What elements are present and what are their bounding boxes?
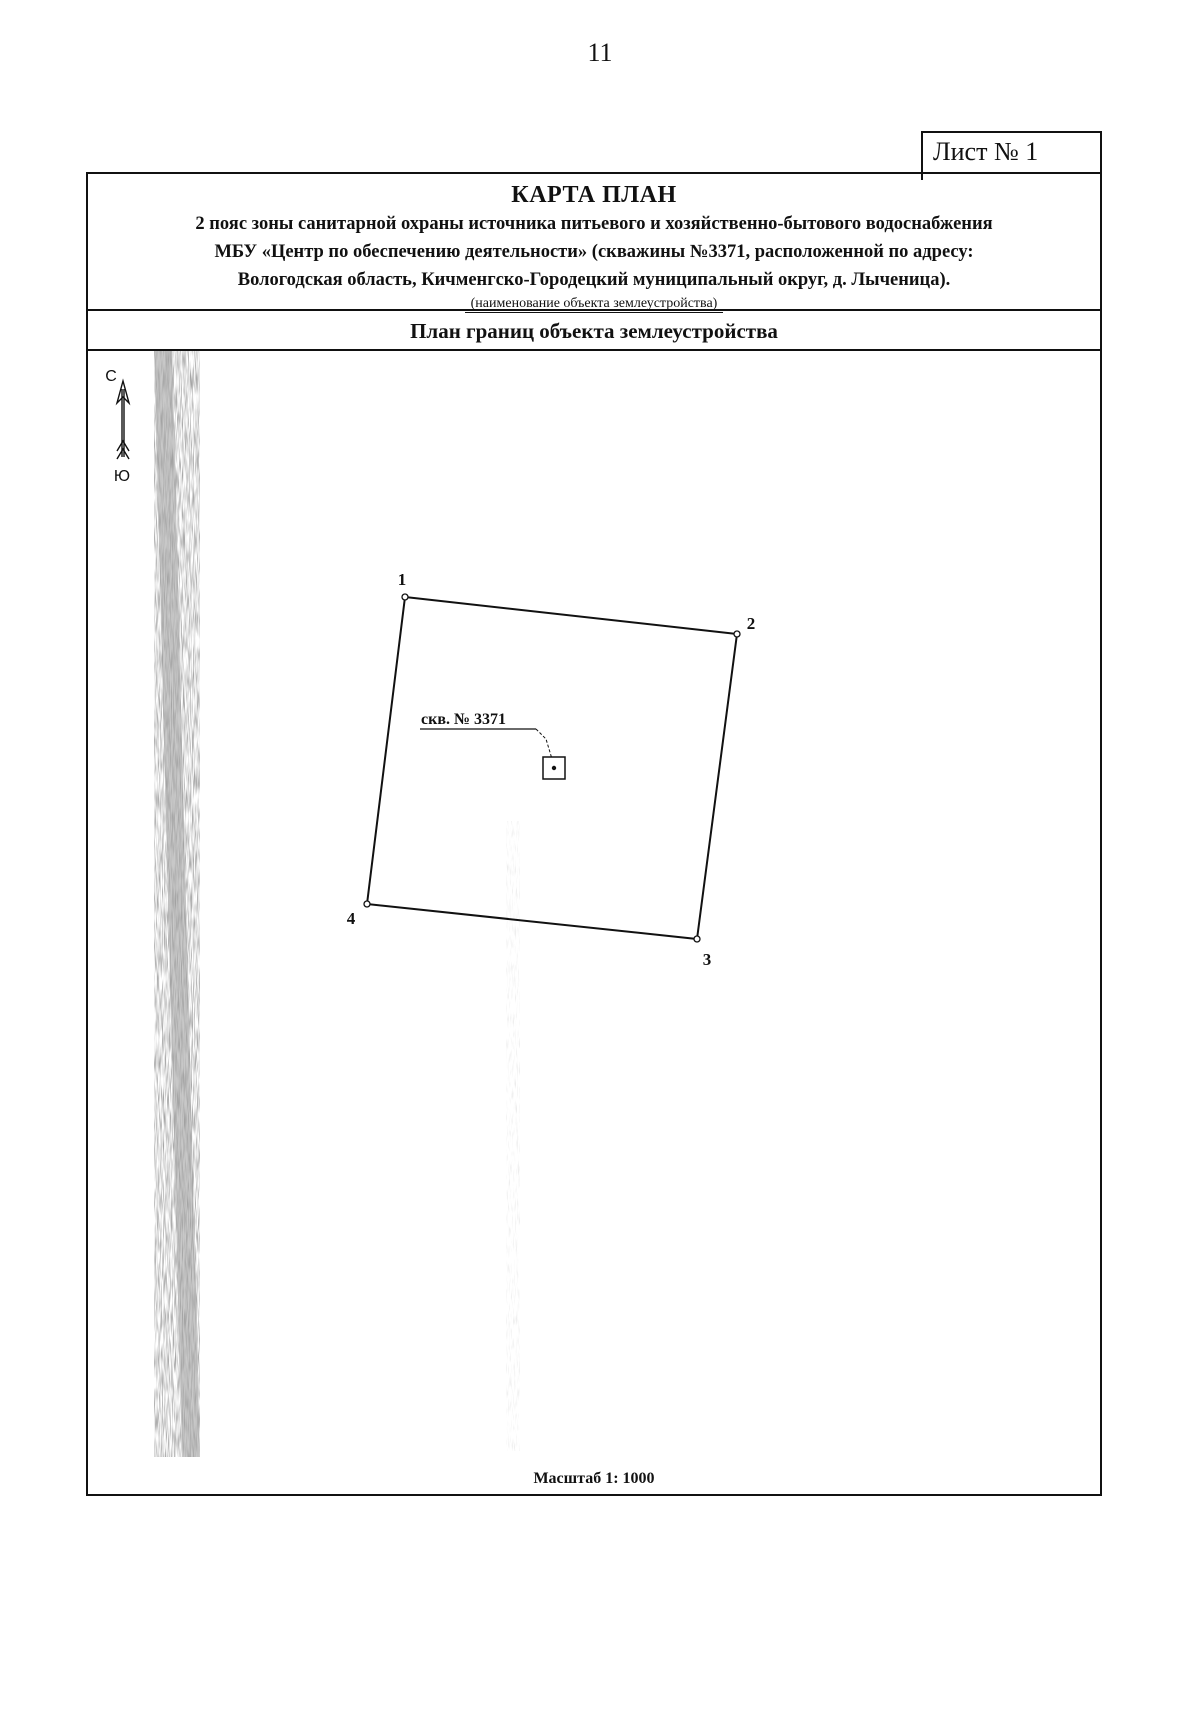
boundary-point-1 (402, 594, 408, 600)
plan-heading: План границ объекта землеустройства (88, 311, 1100, 351)
boundary-point-3 (694, 936, 700, 942)
point-label-2: 2 (746, 614, 756, 633)
north-arrow-icon (105, 368, 130, 485)
well-label: скв. № 3371 (421, 711, 507, 728)
point-label-3: 3 (702, 950, 712, 969)
page-number: 11 (587, 38, 613, 67)
document-frame (86, 172, 1102, 1496)
scale-label: Масштаб 1: 1000 (533, 1470, 655, 1487)
compass-north-label: С (105, 368, 117, 385)
scan-artifact-faint (506, 821, 520, 1451)
point-label-4: 4 (346, 909, 356, 928)
well-marker (420, 711, 565, 779)
point-label-1: 1 (397, 570, 407, 589)
description-line-3: Вологодская область, Кичменгско-Городецкий муниципальный округ, д. Лыченица). (237, 270, 951, 290)
title-block (88, 174, 1100, 311)
plan-drawing-svg (88, 351, 1100, 1494)
scan-artifact-band (154, 351, 200, 1457)
map-title: КАРТА ПЛАН (511, 182, 677, 208)
object-caption: (наименование объекта землеустройства) (465, 296, 724, 313)
description-line-1: 2 пояс зоны санитарной охраны источника питьевого и хозяйственно-бытового водоснабжения (195, 214, 993, 234)
sheet-number-box: Лист № 1 (921, 131, 1102, 180)
compass-south-label: Ю (113, 468, 131, 485)
boundary-point-4 (364, 901, 370, 907)
description-line-2: МБУ «Центр по обеспечению деятельности» (скважины №3371, расположенной по адресу: (214, 242, 974, 262)
plan-drawing (88, 351, 1100, 1494)
boundary-point-2 (734, 631, 740, 637)
